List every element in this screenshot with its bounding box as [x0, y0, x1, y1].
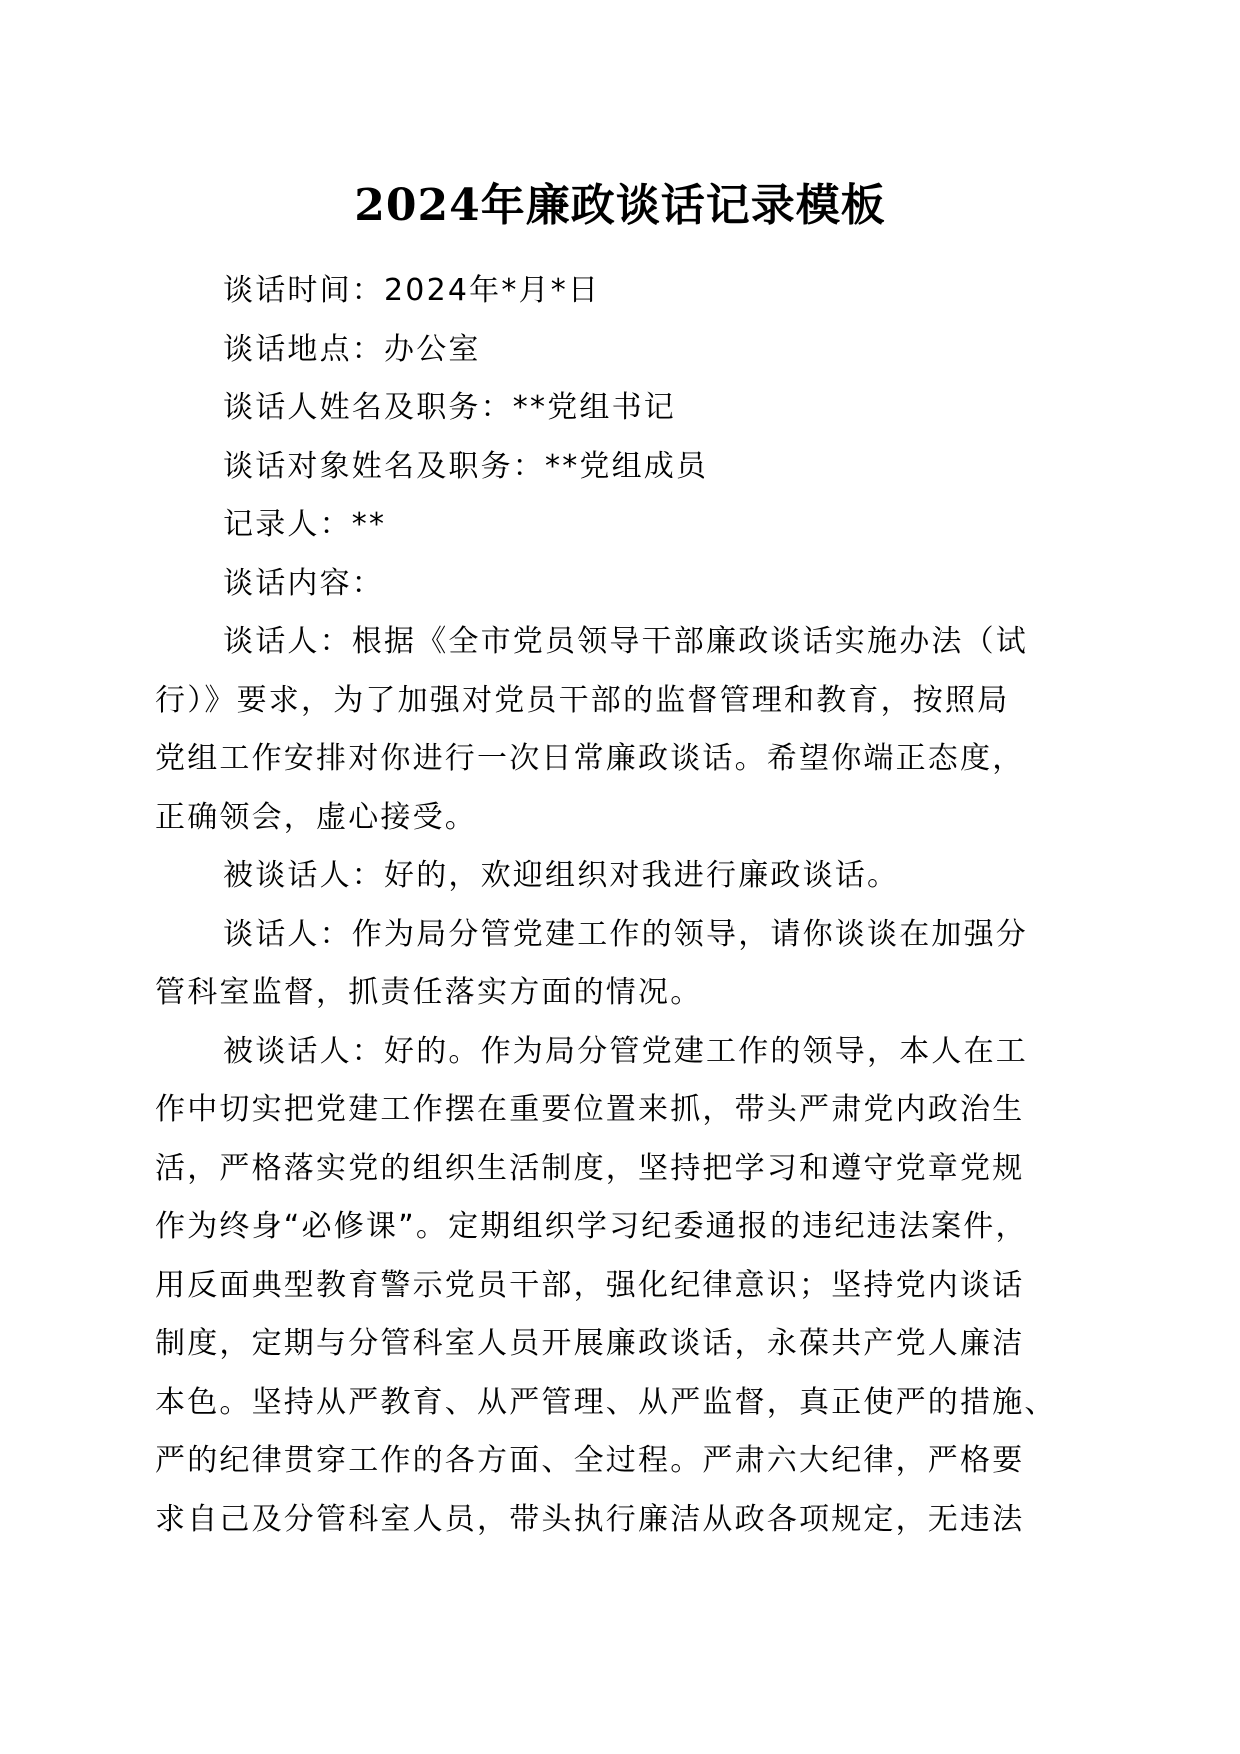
document-body [155, 262, 1070, 1549]
header-line-recorder: 记录人：** [223, 507, 387, 542]
header-line-content-label: 谈话内容： [223, 565, 384, 601]
paragraph-line: 严的纪律贯穿工作的各方面、全过程。严肃六大纪律，严格要 [155, 1443, 1025, 1478]
paragraph-interviewee-answer [155, 1023, 1070, 1550]
paragraph-line: 作中切实把党建工作摆在重要位置来抓，带头严肃党内政治生 [155, 1092, 1025, 1127]
paragraph-interviewer-question [155, 906, 1070, 1023]
paragraph-line: 活，严格落实党的组织生活制度，坚持把学习和遵守党章党规 [155, 1150, 1025, 1186]
paragraph-line: 求自己及分管科室人员，带头执行廉洁从政各项规定，无违法 [155, 1501, 1025, 1537]
header-line-time: 谈话时间：2024年*月*日 [223, 273, 601, 308]
document-title: 2024年廉政谈话记录模板 [354, 180, 886, 231]
paragraph-line: 作为终身“必修课”。定期组织学习纪委通报的违纪违法案件， [155, 1209, 1028, 1244]
paragraph-line: 制度，定期与分管科室人员开展廉政谈话，永葆共产党人廉洁 [155, 1326, 1025, 1361]
paragraph-line: 行）》要求，为了加强对党员干部的监督管理和教育，按照局 [155, 682, 1010, 718]
paragraph-line: 正确领会，虚心接受。 [155, 799, 477, 835]
paragraph-interviewer-opening [155, 613, 1070, 847]
paragraph-line: 用反面典型教育警示党员干部，强化纪律意识；坚持党内谈话 [155, 1267, 1025, 1303]
paragraph-line: 被谈话人：好的。作为局分管党建工作的领导，本人在工 [223, 1033, 1028, 1069]
header-line-location: 谈话地点：办公室 [223, 331, 481, 367]
paragraph-line: 党组工作安排对你进行一次日常廉政谈话。希望你端正态度， [155, 741, 1025, 776]
header-line-interviewer: 谈话人姓名及职务：**党组书记 [223, 390, 676, 425]
paragraph-line: 被谈话人：好的，欢迎组织对我进行廉政谈话。 [223, 858, 900, 893]
paragraph-line: 本色。坚持从严教育、从严管理、从严监督，真正使严的措施、 [155, 1384, 1057, 1420]
paragraph-interviewee-reply [155, 847, 1070, 906]
paragraph-line: 管科室监督，抓责任落实方面的情况。 [155, 975, 703, 1010]
paragraph-line: 谈话人：根据《全市党员领导干部廉政谈话实施办法（试 [223, 624, 1028, 659]
header-line-interviewee: 谈话对象姓名及职务：**党组成员 [223, 448, 709, 484]
paragraph-line: 谈话人：作为局分管党建工作的领导，请你谈谈在加强分 [223, 916, 1028, 952]
